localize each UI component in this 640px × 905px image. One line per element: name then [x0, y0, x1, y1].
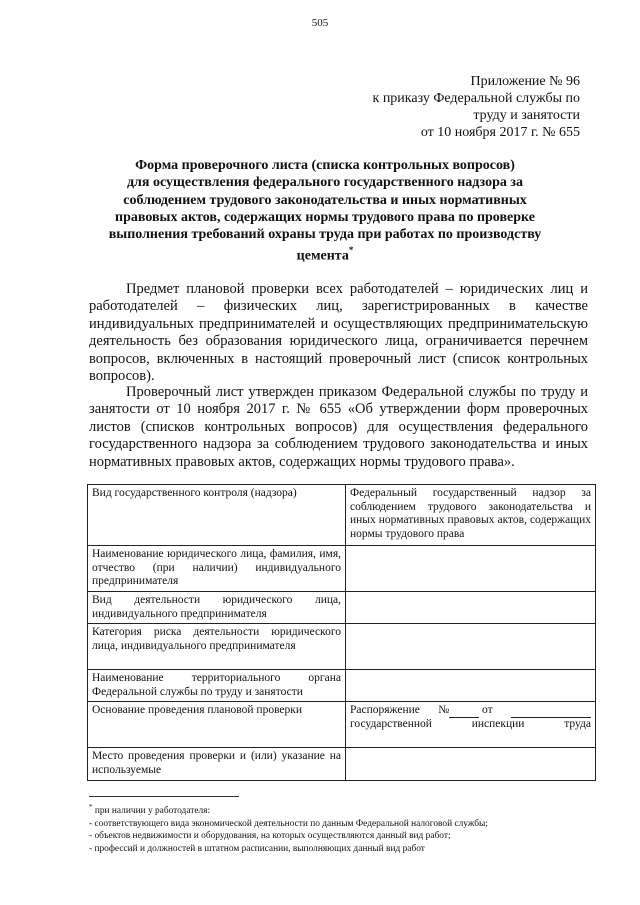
form-title-line: Форма проверочного листа (списка контрольных вопросов): [135, 158, 515, 173]
appendix-line: Приложение № 96: [470, 74, 580, 89]
footnotes: [89, 801, 609, 855]
order-line-2: [350, 718, 591, 732]
inspection-info-table: [87, 484, 596, 781]
table-label-cell: Наименование территориального органа Федеральной службы по труду и занятости: [88, 670, 346, 702]
order-word: государственной: [350, 717, 432, 730]
order-number: [438, 704, 492, 718]
table-row: [88, 702, 596, 748]
table-label-cell: Место проведения проверки и (или) указание на используемые: [88, 748, 346, 781]
appendix-line: к приказу Федеральной службы по: [372, 91, 580, 106]
table-value-cell: Федеральный государственный надзор за соблюдением трудового законодательства и иных нормативных правовых актов, содержащих нормы трудового права: [346, 485, 596, 546]
date-blank: [511, 704, 591, 718]
order-line: [350, 704, 591, 718]
table-row: [88, 546, 596, 592]
form-title-line: соблюдением трудового законодательства и иных нормативных: [123, 192, 527, 208]
table-value-cell: [346, 546, 596, 592]
order-word: Распоряжение: [350, 704, 420, 716]
footnote-item: - профессий и должностей в штатном расписании, выполняющих данный вид работ: [89, 843, 425, 854]
form-title-line-last: [95, 243, 555, 265]
paragraph-first-line: Проверочный лист утвержден приказом Федеральной службы по труду: [126, 384, 576, 400]
paragraph-approval: [89, 384, 588, 471]
table-value-cell: [346, 748, 596, 781]
form-title-line: для осуществления федерального государственного надзора за: [126, 175, 524, 191]
table-row: [88, 624, 596, 670]
footnote-intro-text: при наличии у работодателя:: [94, 806, 211, 817]
paragraph-first-line: Предмет плановой проверки всех работодателей – юридических лиц и: [126, 281, 588, 297]
form-title-word: цемента: [296, 249, 349, 265]
form-title-line: выполнения требований охраны труда при работах по производству: [108, 227, 542, 243]
footnote-item: - объектов недвижимости и оборудования, на которых осуществляются данный вид работ;: [89, 831, 451, 842]
footnote-divider: [89, 796, 239, 797]
page-number: 505: [311, 17, 329, 29]
date-prefix: от: [482, 704, 493, 716]
table-label-cell: Категория риска деятельности юридического лица, индивидуального предпринимателя: [88, 624, 346, 670]
table-row: [88, 748, 596, 781]
table-row: [88, 485, 596, 546]
table-label-cell: Основание проведения плановой проверки: [88, 702, 346, 748]
order-word: труда: [564, 717, 591, 730]
appendix-line: от 10 ноября 2017 г. № 655: [420, 125, 580, 140]
order-word: инспекции: [471, 717, 525, 730]
form-title-line: правовых актов, содержащих нормы трудового права по проверке: [115, 209, 535, 225]
table-label-cell: Вид деятельности юридического лица, индивидуального предпринимателя: [88, 592, 346, 624]
footnote-intro: [89, 801, 609, 818]
table-row: [88, 670, 596, 702]
appendix-header: [310, 73, 580, 141]
paragraph-text: и занятости от 10 ноября 2017 г. № 655 «Об утверждении форм проверочных листов (списков контрольных вопросов) для осуществления федерального государственного надзора за соблюдением трудового законодательства и иных нормативных правовых актов, содержащих нормы трудового права».: [89, 384, 588, 470]
appendix-line: труду и занятости: [473, 108, 580, 123]
table-value-cell: [346, 702, 596, 748]
table-label-cell: Наименование юридического лица, фамилия, имя, отчество (при наличии) индивидуального предпринимателя: [88, 546, 346, 592]
table-row: [88, 592, 596, 624]
paragraph-subject: [89, 281, 588, 385]
table-value-cell: [346, 624, 596, 670]
number-sign: №: [438, 704, 450, 716]
footnote-mark: *: [89, 803, 93, 811]
table-value-cell: [346, 592, 596, 624]
form-title: [95, 157, 555, 265]
title-footnote-mark: *: [348, 245, 354, 256]
table-value-cell: [346, 670, 596, 702]
paragraph-text: работодателей – физических лиц, зарегистрированных в качестве индивидуальных предпринимателей и осуществляющих предпринимательскую деятельность без образования юридического лица, ограничивается перечнем вопросов, включенных в настоящий проверочный лист (список контрольных вопросов).: [89, 298, 588, 385]
table-label-cell: Вид государственного контроля (надзора): [88, 485, 346, 546]
footnote-item: - соответствующего вида экономической деятельности по данным Федеральной налоговой службы;: [89, 818, 488, 829]
